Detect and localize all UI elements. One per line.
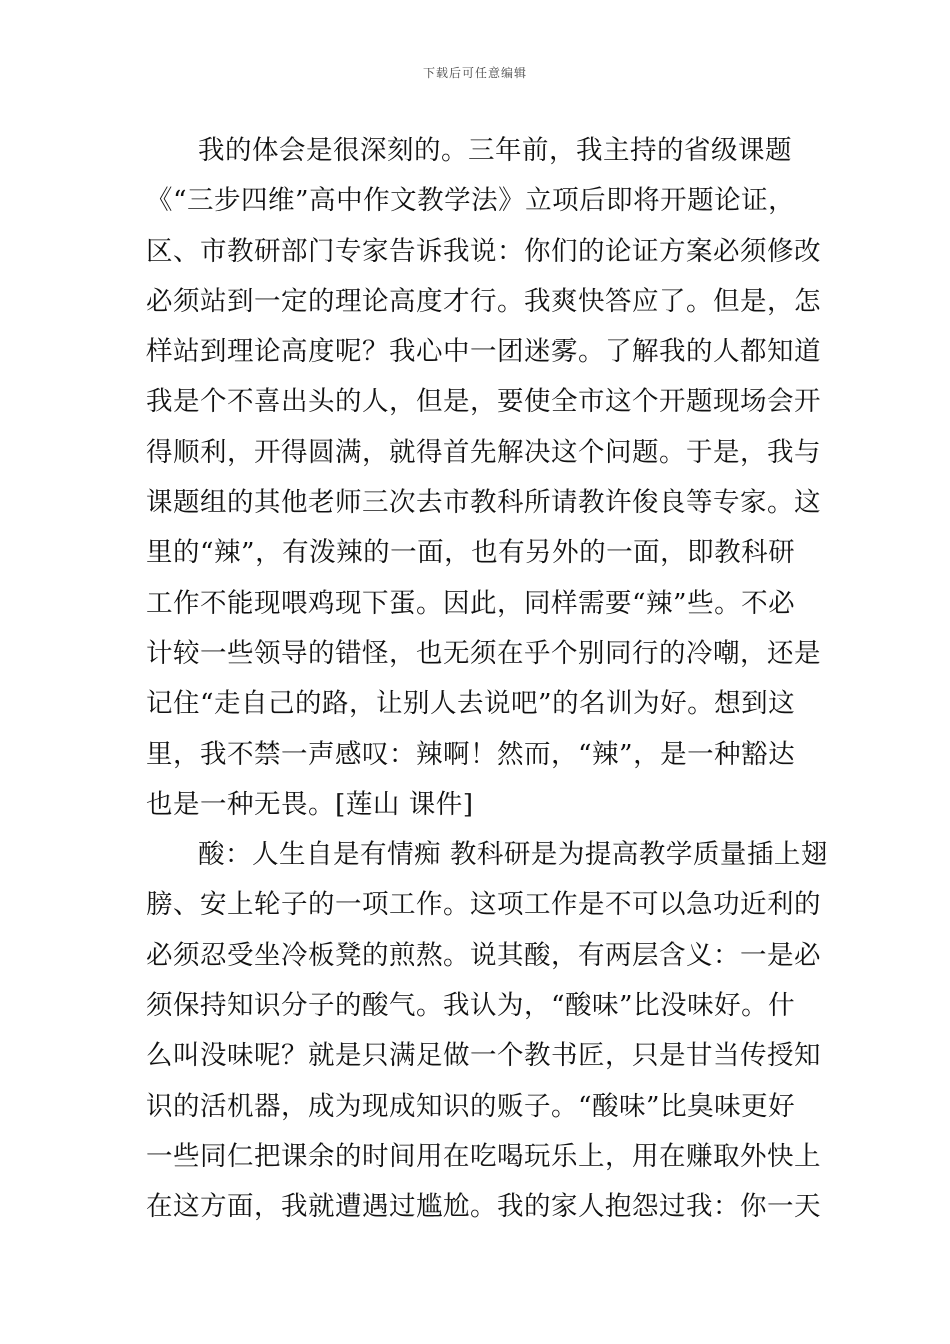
text-line: 必须站到一定的理论高度才行。我爽快答应了。但是，怎 [146,285,821,317]
page-header: 下载后可任意编辑 [422,66,527,80]
text-line: 必须忍受坐冷板凳的煎熬。说其酸，有两层含义：一是必 [146,939,821,971]
text-line: 酸：人生自是有情痴 教科研是为提高教学质量插上翅 [198,839,828,871]
text-line: 么叫没味呢？就是只满足做一个教书匠，只是甘当传授知 [146,1040,821,1072]
text-line: 里，我不禁一声感叹：辣啊！然而，“辣”，是一种豁达 [146,738,796,770]
text-line: 里的“辣”，有泼辣的一面，也有另外的一面，即教科研 [146,537,796,569]
text-line: 识的活机器，成为现成知识的贩子。“酸味”比臭味更好 [146,1090,796,1122]
text-line: 在这方面，我就遭遇过尴尬。我的家人抱怨过我：你一天 [146,1191,821,1223]
text-line: 课题组的其他老师三次去市教科所请教许俊良等专家。这 [146,487,821,519]
text-line: 区、市教研部门专家告诉我说：你们的论证方案必须修改 [146,235,821,267]
text-line: 工作不能现喂鸡现下蛋。因此，同样需要“辣”些。不必 [146,587,796,619]
text-line: 计较一些领导的错怪，也无须在乎个别同行的冷嘲，还是 [146,637,821,669]
text-line: 《“三步四维”高中作文教学法》立项后即将开题论证， [146,185,796,217]
text-line: 一些同仁把课余的时间用在吃喝玩乐上，用在赚取外快上 [146,1140,821,1172]
document-body [146,126,828,1233]
text-line: 须保持知识分子的酸气。我认为，“酸味”比没味好。什 [146,990,796,1022]
text-line: 膀、安上轮子的一项工作。这项工作是不可以急功近利的 [146,889,821,921]
text-line: 样站到理论高度呢？我心中一团迷雾。了解我的人都知道 [146,336,821,368]
text-line: 我是个不喜出头的人，但是，要使全市这个开题现场会开 [146,386,821,418]
text-line: 也是一种无畏。[莲山 课件] [146,788,474,820]
text-line: 记住“走自己的路，让别人去说吧”的名训为好。想到这 [146,688,796,720]
text-line: 得顺利，开得圆满，就得首先解决这个问题。于是，我与 [146,436,821,468]
text-line: 我的体会是很深刻的。三年前，我主持的省级课题 [198,135,792,166]
